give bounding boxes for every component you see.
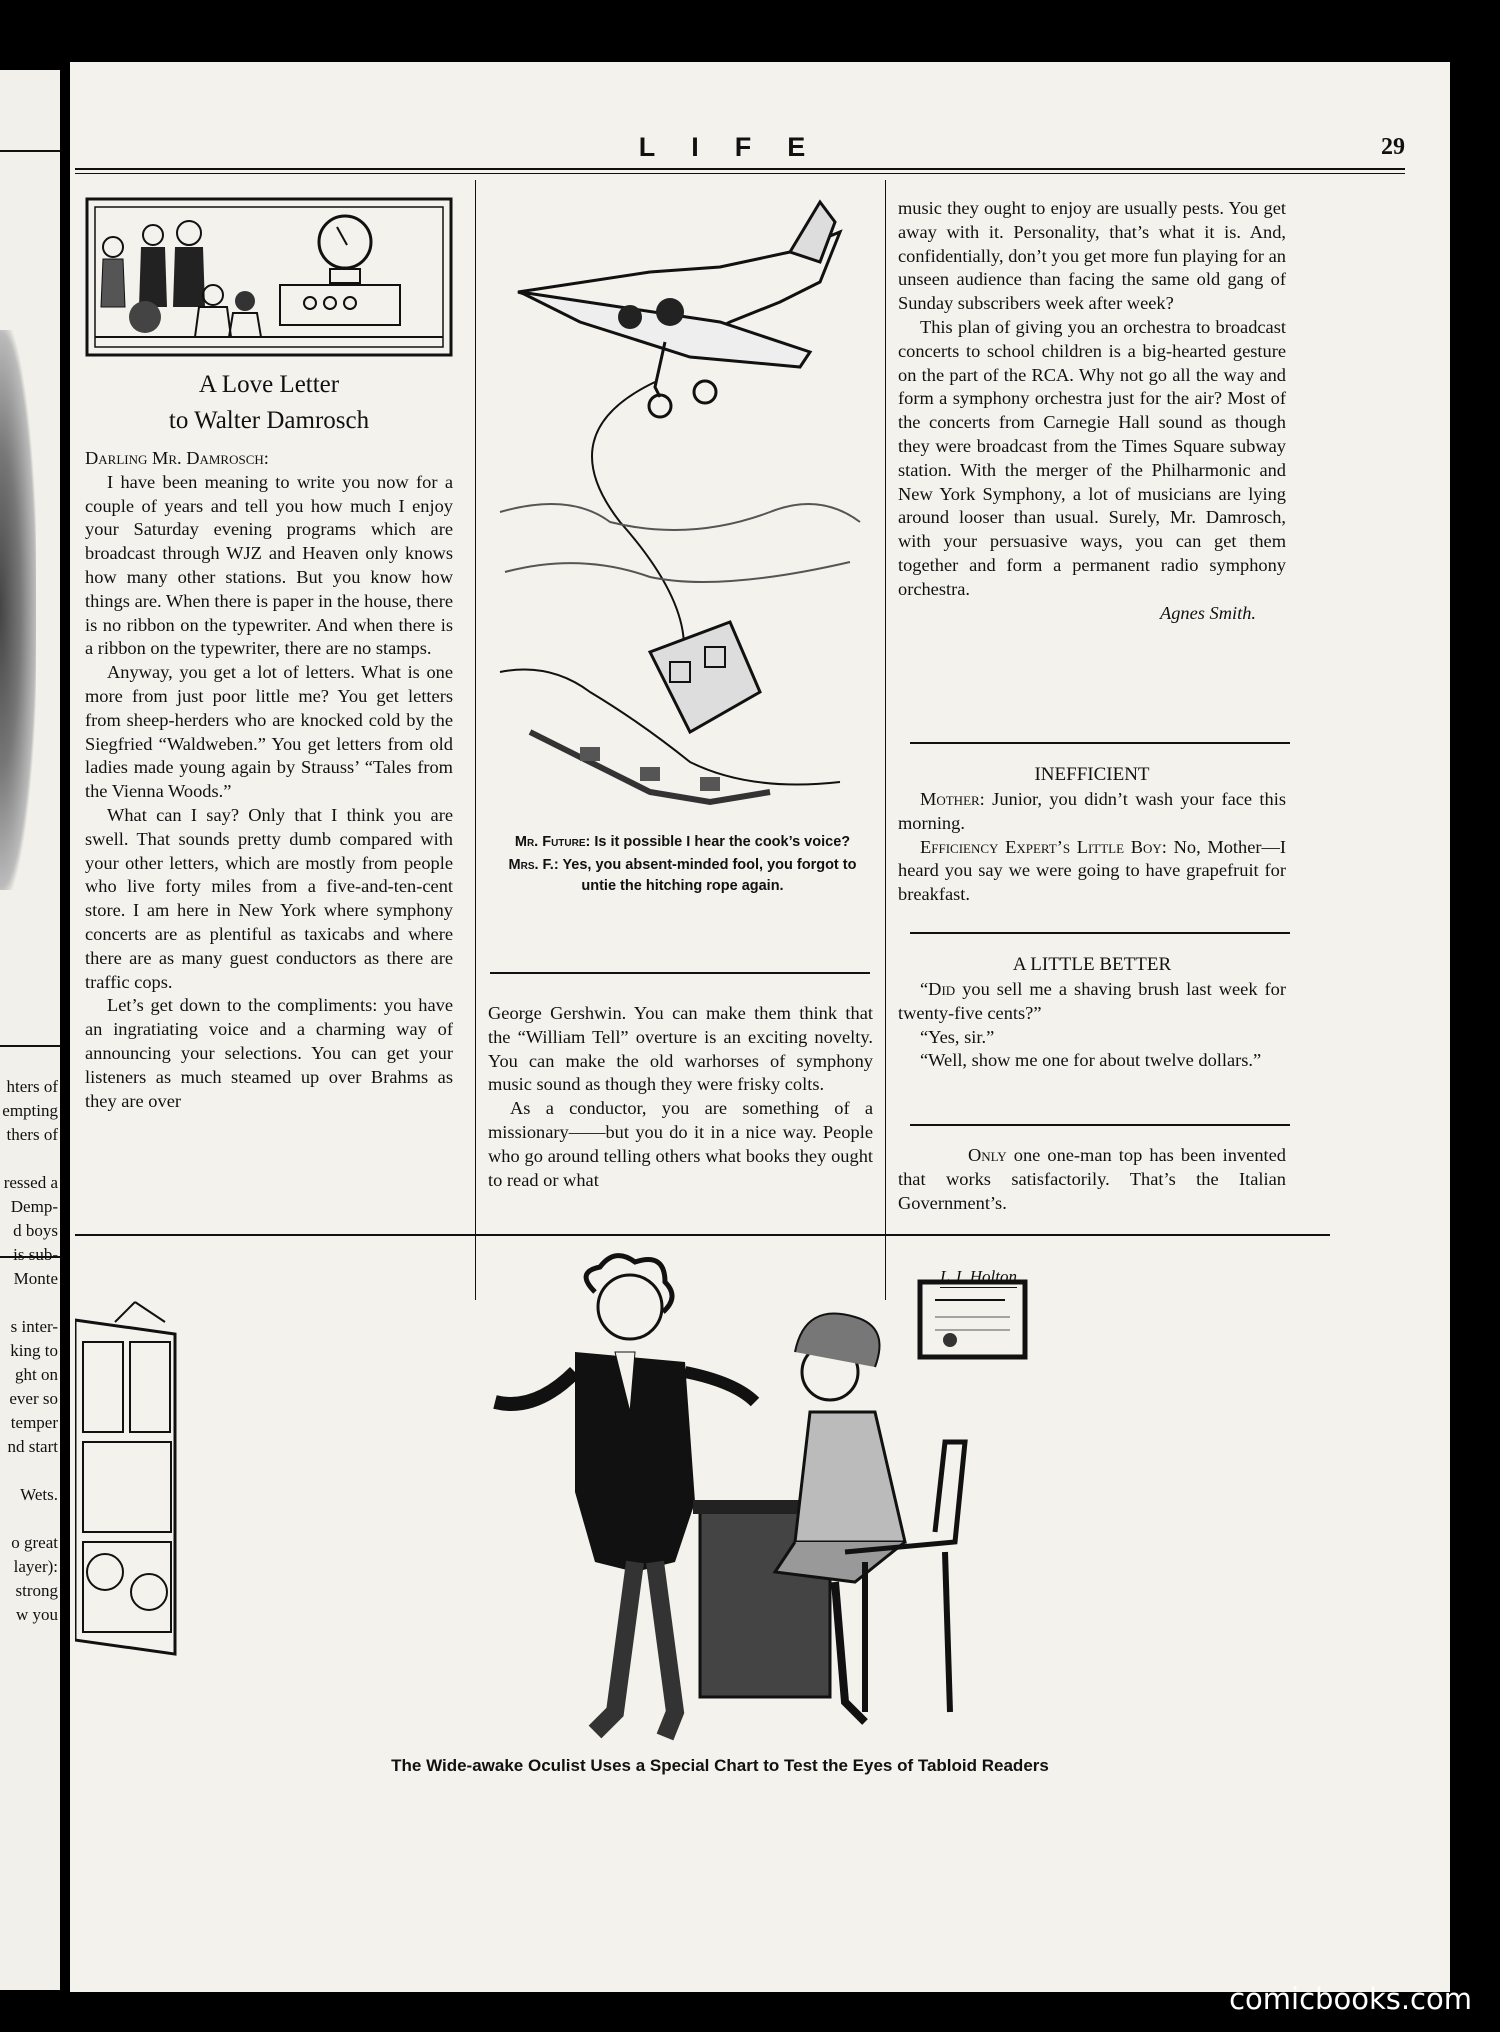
facing-page-fragment: ever so <box>9 1389 58 1408</box>
joke-lead: Did <box>928 979 956 999</box>
facing-page-fragment: Demp- <box>10 1197 58 1216</box>
caption-speaker: Mr. Future: <box>514 834 591 850</box>
facing-page-fragment: ght on <box>15 1365 58 1384</box>
joke-line: “Yes, sir.” <box>920 1026 995 1047</box>
facing-page-fragment: hters of <box>6 1077 58 1096</box>
divider <box>0 150 60 152</box>
italian-joke <box>898 1144 1286 1215</box>
article-column-2 <box>488 1002 873 1192</box>
article-title: to Walter Damrosch <box>168 407 370 434</box>
caption-line: Yes, you absent-minded fool, you forgot to untie the hitching rope again. <box>562 857 857 894</box>
facing-page-fragment: thers of <box>6 1125 58 1144</box>
joke-title: INEFFICIENT <box>1034 764 1150 785</box>
radio-family-illustration <box>85 197 453 357</box>
header-rule <box>75 168 1405 170</box>
article-column-3 <box>898 197 1286 625</box>
airplane-cartoon <box>490 192 870 892</box>
article-paragraph: As a conductor, you are something of a missionary——but you do it in a nice way. People who go around telling others what books they ought to read or what <box>488 1098 873 1190</box>
article-paragraph: George Gershwin. You can make them think that the “William Tell” overture is an exciting novelty. You can make the old warhorses of symphony music sound as though they were frisky colts. <box>488 1003 873 1095</box>
facing-page-fragment: temper <box>10 1413 58 1432</box>
facing-page-fragment: s inter- <box>10 1317 58 1336</box>
article-paragraph: music they ought to enjoy are usually pests. You get away with it. Personality, that’s what it is. And, confidentially, don’t you get more fun playing for an unseen audience than facing the same old gang of Sunday subscribers week after week? <box>898 198 1286 314</box>
article-paragraph: I have been meaning to write you now for a couple of years and tell you how much I enjoy your Saturday evening programs which are broadcast through WJZ and Heaven only knows how many other stations. But you know how things are. When there is paper in the house, there is no ribbon on the typewriter. And when there is a ribbon on the typewriter, there are no stamps. <box>85 471 453 659</box>
divider <box>75 1234 1330 1236</box>
little-better-joke: A LITTLE BETTER “Did you sell me a shaving brush last week for twenty-five cents?” “Yes, sir.” “Well, show me one for about twelve dollars.” <box>898 952 1286 1073</box>
facing-page-fragment: nd start <box>7 1437 58 1456</box>
divider <box>910 742 1290 744</box>
header-rule <box>75 173 1405 174</box>
facing-page-fragment: layer): <box>13 1557 58 1576</box>
facing-page-fragment: o great <box>11 1533 58 1552</box>
facing-page-fragment: w you <box>15 1605 58 1624</box>
joke-line: you sell me a shaving brush last week for twenty-five cents?” <box>898 979 1286 1023</box>
article-paragraph: What can I say? Only that I think you are swell. That sounds pretty dumb compared with your other letters, which are mostly from people who live forty miles from a five-and-ten-cent store. I am here in New York where symphony concerts are as plentiful as taxicabs and where there are as many guest conductors as there are traffic cops. <box>85 804 453 992</box>
facing-page-illustration <box>0 330 36 890</box>
facing-page-edge <box>0 70 60 1990</box>
column-divider <box>885 180 886 1300</box>
article-column-1 <box>85 367 453 1113</box>
column-divider <box>475 180 476 1300</box>
caption-line: Is it possible I hear the cook’s voice? <box>594 834 851 850</box>
page-number: 29 <box>1381 134 1405 160</box>
facing-page-fragment: d boys <box>13 1221 58 1240</box>
joke-line: “Well, show me one for about twelve dollars.” <box>920 1050 1262 1071</box>
facing-page-fragment: ressed a <box>3 1173 58 1192</box>
oculist-cartoon-caption: The Wide-awake Oculist Uses a Special Chart to Test the Eyes of Tabloid Readers <box>391 1756 1049 1775</box>
facing-page-fragment: is sub- <box>13 1245 58 1264</box>
watermark: comicbooks.com <box>1229 1982 1472 2016</box>
joke-lead: Only <box>968 1145 1007 1165</box>
page-header <box>75 132 1405 172</box>
facing-page-fragment: Wets. <box>20 1485 58 1504</box>
article-salutation: Darling Mr. Damrosch: <box>85 448 269 468</box>
divider <box>910 1124 1290 1126</box>
magazine-title: LIFE <box>638 132 842 162</box>
article-paragraph: This plan of giving you an orchestra to broadcast concerts to school children is a big-hearted gesture on the part of the RCA. Why not go all the way and form a symphony orchestra just for the air? Most of the concerts from Carnegie Hall sound as though they were broadcast from the Times Square subway station. With the merger of the Philharmonic and New York Symphony, a lot of musicians are lying around looser than usual. Surely, Mr. Damrosch, with your persuasive ways, you can get them together and form a permanent radio symphony orchestra. <box>898 316 1286 599</box>
artist-signature: L.J. Holton <box>940 1267 1017 1286</box>
joke-line: No, Mother—I heard you say we were going to have grapefruit for breakfast. <box>898 836 1286 905</box>
divider <box>490 972 870 974</box>
divider <box>0 1045 60 1047</box>
article-paragraph: Anyway, you get a lot of letters. What is one more from just poor little me? You get letters from sheep-herders who are knocked cold by the Siegfried “Waldweben.” You get letters from old ladies made young again by Strauss’ “Tales from the Vienna Woods.” <box>85 662 453 802</box>
caption-speaker: Mrs. F.: <box>508 857 559 873</box>
article-signature: Agnes Smith. <box>1159 602 1256 623</box>
facing-page-fragment: empting <box>2 1101 58 1120</box>
facing-page-fragment: Monte <box>13 1269 58 1288</box>
article-paragraph: Let’s get down to the compliments: you have an ingratiating voice and a charming way of announcing your selections. You can get your listeners as much steamed up over Brahms as they are over <box>85 995 453 1111</box>
divider <box>910 932 1290 934</box>
article-title: A Love Letter <box>198 371 340 398</box>
joke-line: Junior, you didn’t wash your face this morning. <box>898 789 1286 833</box>
joke-speaker: Efficiency Expert’s Little Boy: <box>920 836 1167 857</box>
joke-title: A LITTLE BETTER <box>1012 954 1172 975</box>
facing-page-fragment: king to <box>10 1341 58 1360</box>
joke-speaker: Mother: <box>920 789 985 809</box>
oculist-cartoon <box>75 1242 1335 1752</box>
joke-line: one one-man top has been invented that works satisfactorily. That’s the Italian Government’s. <box>898 1145 1286 1213</box>
facing-page-fragment: strong <box>15 1581 58 1600</box>
inefficient-joke <box>898 762 1286 907</box>
magazine-page <box>70 62 1450 1992</box>
airplane-cartoon-caption <box>495 832 870 897</box>
